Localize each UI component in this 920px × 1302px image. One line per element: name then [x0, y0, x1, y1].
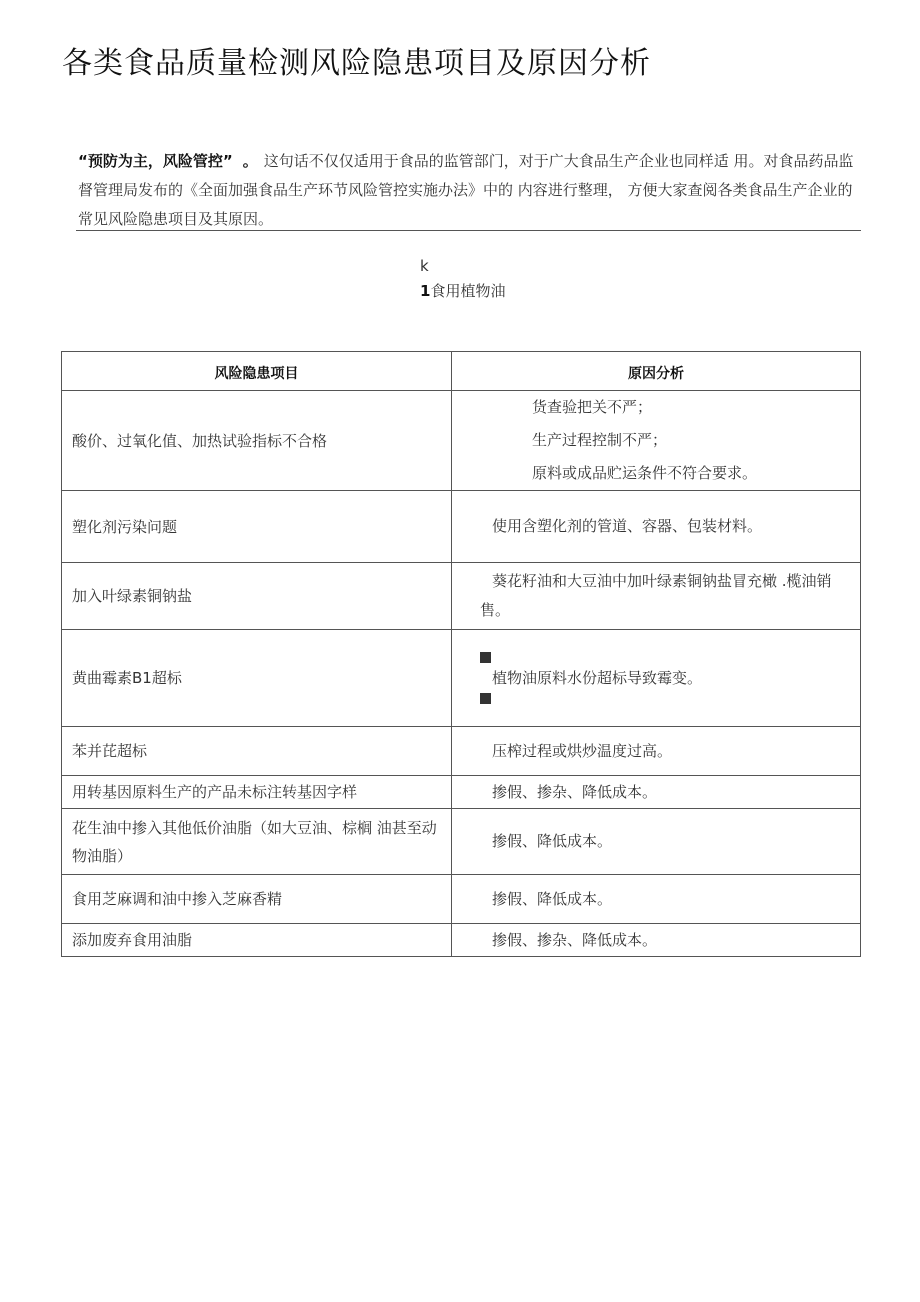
section-number: 1 — [420, 282, 431, 300]
risk-item: 塑化剂污染问题 — [62, 491, 452, 563]
header-cause: 原因分析 — [452, 352, 861, 391]
risk-item: 食用芝麻调和油中掺入芝麻香精 — [62, 875, 452, 924]
bullet-square-icon — [480, 693, 491, 704]
bullet-square-icon — [480, 652, 491, 663]
header-risk-item: 风险隐患项目 — [62, 352, 452, 391]
table-row — [62, 491, 861, 563]
risk-item: 花生油中掺入其他低价油脂（如大豆油、棕榈 油甚至动物油脂） — [62, 809, 452, 875]
table-header-row — [62, 352, 861, 391]
table-row — [62, 809, 861, 875]
divider — [76, 230, 861, 231]
cause-text: 压榨过程或烘炒温度过高。 — [452, 727, 861, 776]
cause-line: 原料或成品贮运条件不符合要求。 — [532, 464, 758, 482]
page-title: 各类食品质量检测风险隐患项目及原因分析 — [62, 46, 651, 81]
cause-text: 植物油原料水份超标导致霉变。 — [492, 669, 703, 687]
table-row — [62, 391, 861, 491]
cause-cell — [452, 391, 861, 491]
cause-cell — [452, 630, 861, 727]
cause-text: 掺假、掺杂、降低成本。 — [452, 924, 861, 957]
cause-text: 掺假、掺杂、降低成本。 — [452, 776, 861, 809]
cause-text: 使用含塑化剂的管道、容器、包装材料。 — [452, 491, 861, 563]
risk-item — [62, 630, 452, 727]
table-row — [62, 563, 861, 630]
risk-item: 用转基因原料生产的产品未标注转基因字样 — [62, 776, 452, 809]
cause-line: 货查验把关不严； — [532, 398, 653, 416]
intro-quote-end: 。 — [242, 152, 258, 170]
table-row — [62, 875, 861, 924]
intro-quote: “预防为主，风险管控” — [78, 152, 233, 170]
risk-item-code: B1 — [132, 669, 152, 687]
cause-text: 葵花籽油和大豆油中加叶绿素铜钠盐冒充橄 .榄油销售。 — [452, 563, 861, 630]
table-row — [62, 776, 861, 809]
table-row — [62, 630, 861, 727]
cause-text: 掺假、降低成本。 — [452, 875, 861, 924]
section-heading — [420, 280, 505, 301]
risk-item-text: 黄曲霉素 — [72, 669, 133, 687]
section-marker: k — [420, 257, 429, 275]
risk-table — [61, 351, 861, 957]
table-row — [62, 727, 861, 776]
risk-item: 加入叶绿素铜钠盐 — [62, 563, 452, 630]
intro-text: 这句话不仅仅适用于食品的监管部门，对于广大食品生产企业也同样适 用。对食品药品监督管理局发布的《全面加强食品生产环节风险管控实施办法》中的 内容进行整理， 方便大家查阅各类食品生产企业的常见风险隐患项目及其原因。 — [78, 152, 854, 228]
intro-paragraph — [78, 147, 860, 234]
risk-item: 酸价、过氧化值、加热试验指标不合格 — [62, 391, 452, 491]
section-title: 食用植物油 — [430, 282, 506, 300]
risk-item: 添加废弃食用油脂 — [62, 924, 452, 957]
risk-item: 苯并芘超标 — [62, 727, 452, 776]
risk-item-suffix: 超标 — [151, 669, 182, 687]
cause-text: 掺假、降低成本。 — [452, 809, 861, 875]
table-row — [62, 924, 861, 957]
cause-line: 生产过程控制不严； — [532, 431, 668, 449]
